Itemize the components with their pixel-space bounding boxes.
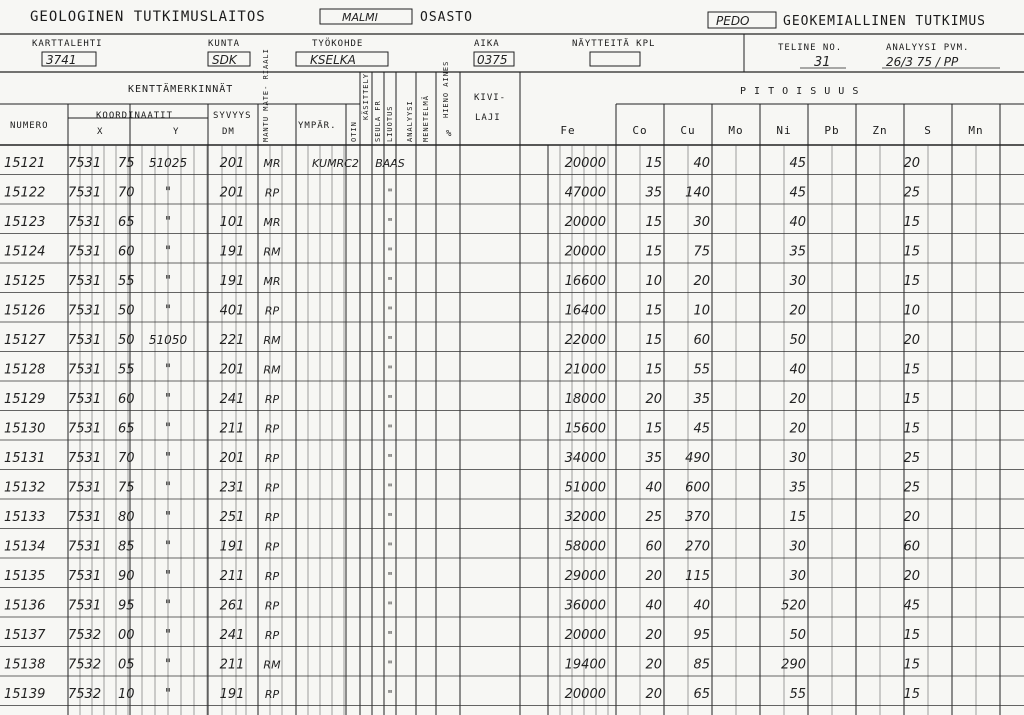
treatment-code: " — [387, 452, 393, 465]
coord-y: " — [165, 392, 171, 407]
y-label: Y — [173, 127, 180, 137]
value-cu: 30 — [693, 215, 710, 230]
value-zn: 25 — [903, 451, 920, 466]
element-header-fe: Fe — [560, 124, 576, 137]
value-ni: 35 — [789, 480, 806, 496]
value-fe: 34000 — [564, 451, 606, 466]
value-ni: 290 — [781, 657, 806, 673]
value-fe: 15600 — [564, 421, 606, 437]
treatment-code: " — [387, 511, 393, 524]
value-zn: 15 — [903, 687, 920, 702]
value-fe: 16600 — [564, 274, 606, 289]
element-header-ni: Ni — [776, 124, 792, 137]
treatment-code: " — [387, 245, 393, 259]
value-ni: 35 — [789, 244, 806, 260]
value-co: 35 — [645, 185, 662, 201]
depth-dm: 261 — [219, 598, 245, 614]
depth-dm: 191 — [219, 687, 245, 702]
coord-x: 7531 — [68, 451, 102, 466]
value-cu: 20 — [693, 274, 710, 289]
value-ni: 40 — [789, 362, 806, 378]
value-ni: 50 — [789, 333, 806, 348]
coord-y: " — [165, 421, 171, 437]
sample-number: 15135 — [4, 569, 46, 584]
sample-number: 15129 — [4, 392, 46, 407]
coord-y: 51050 — [148, 333, 188, 347]
menetelma-label: MENETELMÄ — [422, 95, 430, 142]
table-row — [4, 392, 920, 407]
coord-x-suffix: 70 — [118, 451, 135, 466]
coord-x-suffix: 50 — [118, 333, 135, 348]
treatment-code: " — [387, 422, 393, 436]
element-header-co: Co — [632, 124, 648, 137]
material-code: RP — [264, 629, 280, 642]
value-ni: 30 — [789, 569, 806, 584]
aika-value: 0375 — [477, 53, 508, 67]
depth-dm: 201 — [219, 451, 245, 466]
table-row — [4, 599, 920, 614]
value-zn: 45 — [903, 598, 920, 614]
coord-y: " — [165, 451, 171, 466]
section-name: GEOKEMIALLINEN TUTKIMUS — [783, 14, 987, 29]
value-zn: 20 — [903, 569, 920, 584]
table-row — [4, 451, 920, 466]
depth-dm: 251 — [219, 510, 245, 525]
value-zn: 25 — [903, 185, 920, 201]
karttalehti-value: 3741 — [46, 53, 77, 67]
value-ni: 40 — [789, 215, 806, 230]
sample-number: 15128 — [4, 362, 46, 378]
coord-x-suffix: 95 — [118, 598, 135, 614]
coord-y: " — [165, 480, 171, 496]
value-co: 15 — [645, 215, 662, 230]
material-code: RM — [263, 363, 281, 377]
value-zn: 25 — [903, 480, 920, 496]
value-fe: 20000 — [564, 244, 606, 260]
element-header-zn: Zn — [872, 124, 888, 137]
value-fe: 19400 — [564, 657, 606, 673]
treatment-code: " — [387, 481, 393, 495]
table-row — [4, 245, 920, 260]
ympar-label: YMPÄR. — [298, 121, 337, 131]
sample-number: 15130 — [4, 421, 46, 437]
coord-x: 7532 — [68, 657, 102, 673]
sample-number: 15131 — [4, 451, 46, 466]
material-code: RP — [264, 599, 280, 613]
value-zn: 15 — [903, 274, 920, 289]
environment-code: KUMRC2 — [312, 157, 359, 170]
value-fe: 32000 — [564, 510, 606, 525]
kunta-value: SDK — [212, 53, 237, 67]
treatment-code: " — [387, 393, 393, 406]
coord-y: " — [165, 244, 171, 260]
value-zn: 15 — [903, 421, 920, 437]
value-cu: 140 — [685, 185, 710, 201]
sample-number: 15136 — [4, 598, 46, 614]
value-co: 40 — [645, 480, 662, 496]
sample-number: 15134 — [4, 539, 46, 555]
depth-dm: 211 — [219, 421, 245, 437]
material-code: MR — [263, 216, 281, 229]
value-zn: 15 — [903, 215, 920, 230]
treatment-code: " — [387, 363, 393, 377]
depth-dm: 101 — [219, 215, 245, 230]
treatment-code: " — [387, 334, 393, 347]
sample-number: 15139 — [4, 687, 46, 702]
teline-label: TELINE NO. — [778, 43, 843, 53]
depth-dm: 211 — [219, 657, 245, 673]
coord-y: 51025 — [148, 156, 188, 170]
tyokohde-label: TYÖKOHDE — [312, 39, 364, 49]
depth-dm: 191 — [219, 539, 245, 555]
value-fe: 20000 — [564, 215, 606, 230]
coord-y: " — [165, 657, 171, 673]
table-row — [4, 658, 920, 673]
department-suffix: OSASTO — [420, 10, 473, 25]
value-cu: 45 — [693, 421, 710, 437]
element-header-pb: Pb — [824, 124, 840, 137]
value-zn: 15 — [903, 362, 920, 378]
value-ni: 520 — [781, 598, 806, 614]
naytteita-box — [590, 52, 640, 66]
value-co: 20 — [645, 569, 662, 584]
depth-dm: 231 — [219, 480, 245, 496]
depth-dm: 241 — [219, 392, 245, 407]
coord-x: 7531 — [68, 510, 102, 525]
dm-label: DM — [222, 127, 235, 137]
sample-number: 15121 — [4, 156, 46, 171]
coord-x: 7531 — [68, 569, 102, 584]
depth-dm: 211 — [219, 569, 245, 584]
naytteita-label: NÄYTTEITÄ KPL — [572, 39, 656, 49]
value-co: 15 — [645, 303, 662, 319]
coord-x-suffix: 65 — [118, 421, 135, 437]
material-code: RP — [264, 422, 280, 436]
value-ni: 15 — [789, 510, 806, 525]
material-code: MR — [263, 275, 281, 288]
analyysi-label: ANALYYSI — [406, 100, 414, 142]
table-row — [4, 540, 920, 555]
value-cu: 40 — [693, 156, 710, 171]
table-row — [4, 569, 920, 584]
value-ni: 30 — [789, 451, 806, 466]
value-co: 15 — [645, 362, 662, 378]
value-cu: 115 — [685, 569, 710, 584]
coord-y: " — [165, 303, 171, 319]
value-ni: 30 — [789, 274, 806, 289]
coord-x: 7531 — [68, 392, 102, 407]
value-cu: 85 — [693, 657, 710, 673]
coord-x: 7531 — [68, 185, 102, 201]
value-co: 40 — [645, 598, 662, 614]
value-cu: 55 — [693, 362, 710, 378]
coord-y: " — [165, 185, 171, 201]
depth-dm: 191 — [219, 274, 245, 289]
value-co: 15 — [645, 421, 662, 437]
value-zn: 20 — [903, 333, 920, 348]
table-row — [4, 687, 920, 702]
kasittely-label: KÄSITTELY — [362, 73, 370, 120]
coord-x-suffix: 50 — [118, 303, 135, 319]
treatment-code: BAAS — [375, 157, 405, 170]
value-cu: 35 — [693, 392, 710, 407]
coord-y: " — [165, 687, 171, 702]
koordinaatit-label: KOORDINAATIT — [96, 111, 174, 121]
material-code: RM — [263, 334, 281, 347]
value-fe: 16400 — [564, 303, 606, 319]
sample-number: 15124 — [4, 244, 46, 260]
section-value: PEDO — [716, 14, 750, 28]
seula-label: SEULA FR — [374, 100, 382, 142]
table-row — [4, 481, 920, 496]
sample-number: 15126 — [4, 303, 46, 319]
element-header-cu: Cu — [680, 124, 696, 137]
value-ni: 45 — [789, 185, 806, 201]
coord-x: 7531 — [68, 421, 102, 437]
analyysi-pvm-value: 26/3 75 / PP — [886, 55, 959, 69]
coord-x: 7531 — [68, 598, 102, 614]
element-header-mn: Mn — [968, 124, 984, 137]
value-co: 20 — [645, 687, 662, 702]
value-cu: 600 — [685, 480, 710, 496]
coord-x-suffix: 80 — [118, 510, 135, 525]
value-co: 20 — [645, 392, 662, 407]
element-header-mo: Mo — [728, 124, 744, 137]
coord-x: 7531 — [68, 274, 102, 289]
material-code: RP — [264, 304, 280, 318]
value-zn: 15 — [903, 392, 920, 407]
value-fe: 20000 — [564, 628, 606, 643]
value-cu: 95 — [693, 628, 710, 643]
element-header-s: S — [924, 124, 932, 137]
coord-x: 7531 — [68, 539, 102, 555]
coord-x-suffix: 60 — [118, 392, 135, 407]
coord-x-suffix: 75 — [118, 480, 135, 496]
value-co: 25 — [645, 510, 662, 525]
percent-label: % — [446, 129, 453, 139]
sample-number: 15127 — [4, 333, 46, 348]
coord-x-suffix: 65 — [118, 215, 135, 230]
treatment-code: " — [387, 540, 393, 554]
material-code: MR — [263, 157, 281, 170]
value-cu: 60 — [693, 333, 710, 348]
sample-number: 15133 — [4, 510, 46, 525]
value-cu: 370 — [685, 510, 710, 525]
coord-x: 7531 — [68, 362, 102, 378]
value-cu: 270 — [685, 539, 710, 555]
value-cu: 40 — [693, 598, 710, 614]
depth-dm: 191 — [219, 244, 245, 260]
coord-x-suffix: 55 — [118, 274, 135, 289]
coord-y: " — [165, 215, 171, 230]
coord-x-suffix: 90 — [118, 569, 135, 584]
coord-x-suffix: 75 — [118, 156, 135, 171]
kunta-label: KUNTA — [208, 39, 241, 49]
depth-dm: 201 — [219, 362, 245, 378]
treatment-code: " — [387, 275, 393, 288]
treatment-code: " — [387, 688, 393, 701]
value-co: 15 — [645, 156, 662, 171]
coord-x: 7531 — [68, 215, 102, 230]
coord-x: 7531 — [68, 303, 102, 319]
value-fe: 29000 — [564, 569, 606, 584]
coord-y: " — [165, 274, 171, 289]
coord-x: 7532 — [68, 687, 102, 702]
department-value: MALMI — [342, 11, 378, 24]
table-row — [4, 363, 920, 378]
coord-x-suffix: 05 — [118, 657, 135, 673]
value-fe: 18000 — [564, 392, 606, 407]
value-fe: 58000 — [564, 539, 606, 555]
hieno-aines-label: HIENO AINES — [442, 60, 450, 118]
value-ni: 20 — [789, 421, 806, 437]
coord-y: " — [165, 539, 171, 555]
table-row — [4, 215, 920, 230]
sample-number: 15138 — [4, 657, 46, 673]
material-code: RP — [264, 186, 280, 200]
value-zn: 15 — [903, 628, 920, 643]
value-cu: 75 — [693, 244, 710, 260]
coord-x-suffix: 55 — [118, 362, 135, 378]
value-fe: 22000 — [564, 333, 606, 348]
coord-x: 7531 — [68, 480, 102, 496]
table-row — [4, 333, 920, 348]
coord-y: " — [165, 362, 171, 378]
otin-label: OTIN — [350, 121, 358, 142]
coord-y: " — [165, 598, 171, 614]
value-ni: 20 — [789, 392, 806, 407]
sample-number: 15137 — [4, 628, 46, 643]
table-row — [4, 304, 920, 319]
analyysi-pvm-label: ANALYYSI PVM. — [886, 43, 970, 53]
institute-title: GEOLOGINEN TUTKIMUSLAITOS — [30, 9, 266, 25]
treatment-code: " — [387, 216, 393, 229]
table-row — [4, 422, 920, 437]
element-headers — [560, 124, 983, 137]
material-code: RP — [264, 393, 280, 406]
value-co: 10 — [645, 274, 662, 289]
value-ni: 30 — [789, 539, 806, 555]
coord-x-suffix: 85 — [118, 539, 135, 555]
tyokohde-value: KSELKA — [310, 53, 356, 67]
coord-x-suffix: 10 — [118, 687, 135, 702]
coord-x-suffix: 70 — [118, 185, 135, 201]
coord-y: " — [165, 510, 171, 525]
value-fe: 51000 — [564, 480, 606, 496]
material-code: RM — [263, 245, 281, 259]
depth-dm: 201 — [219, 185, 245, 201]
sample-number: 15122 — [4, 185, 46, 201]
value-zn: 20 — [903, 156, 920, 171]
value-co: 60 — [645, 539, 662, 555]
value-fe: 47000 — [564, 185, 606, 201]
treatment-code: " — [387, 304, 393, 318]
value-zn: 20 — [903, 510, 920, 525]
value-co: 15 — [645, 333, 662, 348]
coord-y: " — [165, 628, 171, 643]
material-code: RP — [264, 570, 280, 583]
aika-label: AIKA — [474, 39, 500, 49]
kivi-label-2: LAJI — [475, 113, 501, 123]
sample-number: 15123 — [4, 215, 46, 230]
kenttamerkinnat-label: KENTTÄMERKINNÄT — [128, 84, 234, 95]
teline-value: 31 — [814, 55, 831, 70]
value-ni: 50 — [789, 628, 806, 643]
value-ni: 20 — [789, 303, 806, 319]
value-fe: 36000 — [564, 598, 606, 614]
sample-number: 15132 — [4, 480, 46, 496]
kivi-label-1: KIVI- — [474, 93, 507, 103]
sample-number: 15125 — [4, 274, 46, 289]
depth-dm: 201 — [219, 156, 245, 171]
treatment-code: " — [387, 570, 393, 583]
value-co: 20 — [645, 628, 662, 643]
value-co: 35 — [645, 451, 662, 466]
coord-y: " — [165, 569, 171, 584]
coord-x: 7532 — [68, 628, 102, 643]
material-code: RP — [264, 481, 280, 495]
coord-x-suffix: 00 — [118, 628, 135, 643]
material-code: RP — [264, 540, 280, 554]
treatment-code: " — [387, 186, 393, 200]
table-row — [4, 510, 920, 525]
table-row — [4, 156, 920, 171]
value-zn: 15 — [903, 244, 920, 260]
treatment-code: " — [387, 599, 393, 613]
value-cu: 65 — [693, 687, 710, 702]
treatment-code: " — [387, 658, 393, 672]
value-fe: 20000 — [564, 687, 606, 702]
coord-x: 7531 — [68, 333, 102, 348]
value-ni: 45 — [789, 156, 806, 171]
table-row — [4, 186, 920, 201]
value-cu: 10 — [693, 303, 710, 319]
value-ni: 55 — [789, 687, 806, 702]
coord-x-suffix: 60 — [118, 244, 135, 260]
depth-dm: 241 — [219, 628, 245, 643]
depth-dm: 401 — [219, 303, 245, 319]
value-cu: 490 — [685, 451, 710, 466]
coord-x: 7531 — [68, 244, 102, 260]
value-co: 20 — [645, 657, 662, 673]
coord-x: 7531 — [68, 156, 102, 171]
material-code: RM — [263, 658, 281, 672]
mantu-label: MANTU MATE- RIAALI — [262, 48, 270, 142]
syvyys-label: SYVYYS — [213, 111, 252, 121]
value-fe: 20000 — [564, 156, 606, 171]
value-zn: 15 — [903, 657, 920, 673]
x-label: X — [97, 127, 104, 137]
karttalehti-label: KARTTALEHTI — [32, 39, 103, 49]
material-code: RP — [264, 452, 280, 465]
numero-label: NUMERO — [10, 121, 49, 131]
treatment-code: " — [387, 629, 393, 642]
pitoisuus-label: P I T O I S U U S — [740, 86, 860, 97]
value-zn: 60 — [903, 539, 920, 555]
data-rows — [4, 156, 920, 702]
table-row — [4, 274, 920, 289]
material-code: RP — [264, 511, 280, 524]
depth-dm: 221 — [219, 333, 245, 348]
value-co: 15 — [645, 244, 662, 260]
table-row — [4, 628, 920, 643]
liuotus-label: LIUOTUS — [386, 105, 394, 142]
value-fe: 21000 — [564, 362, 606, 378]
value-zn: 10 — [903, 303, 920, 319]
material-code: RP — [264, 688, 280, 701]
